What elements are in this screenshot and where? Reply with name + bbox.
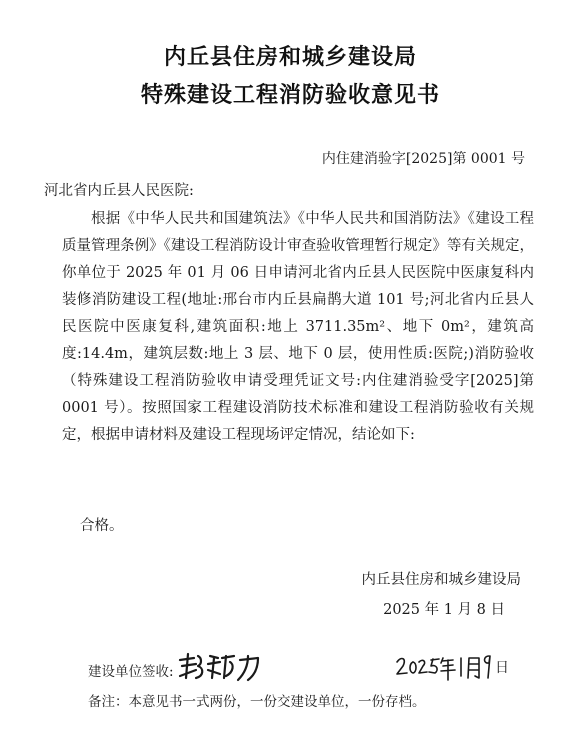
- document-title-line1: 内丘县住房和城乡建设局: [163, 45, 417, 70]
- footnote: 备注：本意见书一式两份，一份交建设单位，一份存档。: [88, 694, 426, 710]
- conclusion: 合格。: [80, 518, 124, 534]
- handwritten-receipt-date: [395, 650, 509, 682]
- document-number: 内住建消验字[2025]第 0001 号: [321, 151, 525, 167]
- addressee: 河北省内丘县人民医院:: [44, 183, 194, 199]
- document-title-line2: 特殊建设工程消防验收意见书: [140, 83, 440, 108]
- issuer-date: 2025 年 1 月 8 日: [383, 602, 505, 618]
- issuer-name: 内丘县住房和城乡建设局: [361, 572, 521, 588]
- handwritten-signature: [176, 648, 266, 684]
- signature-label: 建设单位签收:: [88, 664, 174, 680]
- svg-text:日: 日: [495, 660, 509, 676]
- body-paragraph: 根据《中华人民共和国建筑法》《中华人民共和国消防法》《建设工程质量管理条例》《建设工程消防设计审查验收管理暂行规定》等有关规定，你单位于 2025 年 01 月 06 日申请河北省内丘县人民医院中医康复科内装修消防建设工程(地址:邢台市内丘县扁鹊大道 101 号;河北省内丘县人民医院中医康复科,建筑面积:地上 3711.35m²、地下 0m²，建筑高度:14.4m，建筑层数:地上 3 层、地下 0 层，使用性质:医院;)消防验收（特殊建设工程消防验收申请受理凭证文号:内住建消验受字[2025]第 0001 号）。按照国家工程建设消防技术标准和建设工程消防验收有关规定，根据申请材料及建设工程现场评定情况，结论如下:: [62, 211, 534, 443]
